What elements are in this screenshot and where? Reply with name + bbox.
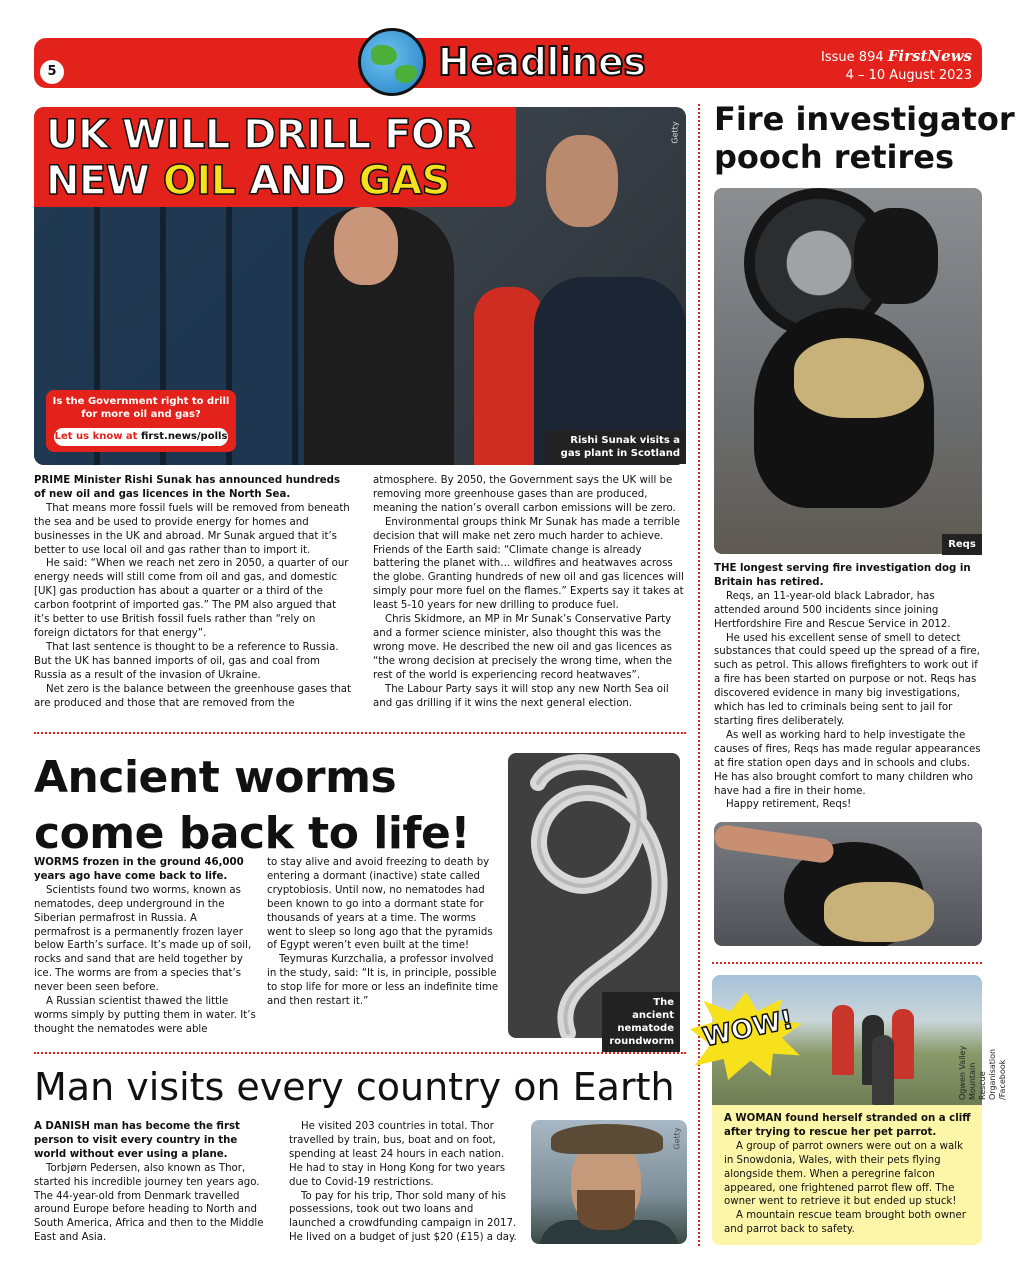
- paragraph: To pay for his trip, Thor sold many of his possessions, took out two loans and launched a crowdfunding campaign in 2017. He lived on a budget of just $20 (£15) a day.: [289, 1190, 517, 1244]
- photo-credit: Getty: [670, 121, 680, 144]
- paragraph: Scientists found two worms, known as nematodes, deep underground in the Siberian permafrost in Russia. A permafrost is a permanently frozen layer below Earth’s surface. It’s made up of soil, rocks and sand that are held together by ice. The worms are from a species that’s never been seen before.: [34, 884, 252, 994]
- issue-info: [821, 47, 972, 85]
- photo-caption: Reqs: [942, 534, 982, 555]
- headline-word: NEW: [46, 158, 163, 204]
- paragraph: PRIME Minister Rishi Sunak has announced hundreds of new oil and gas licences in the North Sea.: [34, 475, 341, 500]
- paragraph: THE longest serving fire investigation dog in Britain has retired.: [714, 563, 971, 588]
- paragraph: Torbjørn Pedersen, also known as Thor, started his incredible journey ten years ago. The 44-year-old from Denmark travelled around Europe before heading to North and South America, Africa and then to the Middle East and Asia.: [34, 1162, 264, 1244]
- thor-photo: [531, 1120, 687, 1244]
- thor-headline: Man visits every country on Earth: [34, 1065, 675, 1109]
- brand-logo: FirstNews: [887, 47, 972, 65]
- thor-story-col-2: [289, 1120, 521, 1245]
- photo-caption: The ancient nematode roundworm: [602, 992, 680, 1052]
- poll-link[interactable]: [54, 428, 228, 446]
- poll-link-prefix: Let us know at: [54, 431, 141, 442]
- paragraph: He used his excellent sense of smell to detect substances that could speed up the spread of a fire, such as petrol. This allows firefighters to work out if a fire has been started on purpose or not. Reqs has discovered evidence in many big investigations, which has led to criminals being sent to jail for starting fires deliberately.: [714, 632, 980, 727]
- paragraph: Reqs, an 11-year-old black Labrador, has attended around 500 incidents since joining Hertfordshire Fire and Rescue Service in 2012.: [714, 590, 951, 630]
- paragraph: A WOMAN found herself stranded on a cliff after trying to rescue her pet parrot.: [724, 1113, 971, 1138]
- headline-line-1: UK WILL DRILL FOR: [46, 112, 475, 158]
- column-divider: [698, 104, 700, 1246]
- divider: [34, 1052, 686, 1054]
- paragraph: Teymuras Kurzchalia, a professor involved in the study, said: “It is, in principle, possible to stop life for more or less an indefinite time and then restart it.”: [267, 954, 499, 1008]
- headline-line-2: come back to life!: [34, 808, 470, 859]
- headline-line-2: [46, 158, 475, 204]
- main-story-col-1: [34, 474, 354, 710]
- paragraph: He said: “When we reach net zero in 2050, a quarter of our energy needs will still come from oil and gas, and domestic [UK] gas production has about a quarter or a third of the carbon footprint of imported gas.” The PM also argued that it’s better to use British fossil fuels rather than “rely on foreign dictators for that energy”.: [34, 558, 349, 639]
- globe-icon: [358, 28, 426, 96]
- page-number: 5: [40, 60, 64, 84]
- paragraph: That means more fossil fuels will be removed from beneath the sea and be used to provide energy for homes and businesses in the UK and abroad. Mr Sunak argued that it’s better to use local oil and gas rather than to import it.: [34, 502, 350, 556]
- paragraph: A DANISH man has become the first person to visit every country in the world without ever using a plane.: [34, 1121, 240, 1160]
- paragraph: A group of parrot owners were out on a walk in Snowdonia, Wales, with their pets flying alongside them. When a peregrine falcon appeared, one frightened parrot flew off. The owner went to retrieve it but ended up stuck!: [724, 1140, 963, 1208]
- poll-link-url[interactable]: first.news/polls: [140, 431, 228, 442]
- headline-word-oil: OIL: [162, 158, 236, 204]
- parrot-story-text: [724, 1112, 974, 1237]
- worms-headline: [34, 750, 470, 862]
- section-title: Headlines: [438, 40, 646, 84]
- headline-word-gas: GAS: [358, 158, 450, 204]
- paragraph: atmosphere. By 2050, the Government says the UK will be removing more greenhouse gases than are produced, meaning the nation’s overall carbon emissions will be zero.: [373, 475, 676, 514]
- main-headline: [46, 112, 475, 204]
- headline-line-1: Fire investigator: [714, 100, 1015, 138]
- photo-credit: Ogwen Valley Mountain Rescue Organisation /Facebook: [958, 1045, 1007, 1100]
- worms-story-col-2: [267, 856, 499, 1009]
- dog-headline: [714, 100, 1015, 176]
- paragraph: A mountain rescue team brought both owner and parrot back to safety.: [724, 1210, 966, 1236]
- wow-badge: WOW!: [700, 1004, 796, 1054]
- headline-line-2: pooch retires: [714, 138, 955, 176]
- paragraph: That last sentence is thought to be a reference to Russia. But the UK has banned imports of oil, gas and coal from Russia as a result of the invasion of Ukraine.: [34, 641, 339, 681]
- paragraph: Environmental groups think Mr Sunak has made a terrible decision that will make net zero much harder to achieve. Friends of the Earth said: “Climate change is already battering the planet with… wildfires and heatwaves across the globe. Granting hundreds of new oil and gas licences will simply pour more fuel on the flames.” Experts say it takes at least 5-10 years for new drilling to produce fuel.: [373, 516, 684, 612]
- reqs-dog-photo: [714, 188, 982, 554]
- paragraph: As well as working hard to help investigate the causes of fires, Reqs has made regular appearances at fire station open days and in schools and clubs. He has also brought comfort to many children who have had a fire in their home.: [714, 729, 981, 797]
- paragraph: The Labour Party says it will stop any new North Sea oil and gas drilling if it wins the next general election.: [373, 683, 669, 709]
- paragraph: A Russian scientist thawed the little worms simply by putting them in water. It’s thought the nematodes were able: [34, 996, 256, 1035]
- headline-word: AND: [235, 158, 359, 204]
- thor-story-col-1: [34, 1120, 270, 1245]
- issue-number: Issue 894: [821, 50, 884, 65]
- paragraph: Chris Skidmore, an MP in Mr Sunak’s Conservative Party and a former science minister, also thought this was the wrong move. He described the new oil and gas licences as “the wrong decision at precisely the wrong time, when the rest of the world is experiencing record heatwaves”.: [373, 614, 673, 681]
- paragraph: to stay alive and avoid freezing to death by entering a dormant (inactive) state called cryptobiosis. Until now, no nematodes had been known to go into a dormant state for thousands of years at a time. The worms went to sleep so long ago that the pyramids of Egypt weren’t even built at the time!: [267, 857, 493, 952]
- issue-date: 4 – 10 August 2023: [845, 68, 972, 83]
- poll-question: Is the Government right to drill for more oil and gas?: [52, 396, 230, 420]
- worms-story-col-1: [34, 856, 256, 1037]
- main-story-col-2: [373, 474, 686, 710]
- headline-line-1: Ancient worms: [34, 752, 397, 803]
- divider: [34, 732, 686, 734]
- paragraph: Net zero is the balance between the greenhouse gases that are produced and those that are removed from the: [34, 683, 352, 709]
- paragraph: Happy retirement, Reqs!: [726, 799, 852, 811]
- dog-story-text: [714, 562, 982, 812]
- paragraph: WORMS frozen in the ground 46,000 years ago have come back to life.: [34, 857, 244, 882]
- photo-caption: Rishi Sunak visits a gas plant in Scotland: [546, 430, 686, 464]
- paragraph: He visited 203 countries in total. Thor travelled by train, bus, boat and on foot, spending at least 24 hours in each nation. He had to stay in Hong Kong for two years due to Covid-19 restrictions.: [289, 1121, 506, 1188]
- divider: [712, 962, 982, 964]
- reqs-dog-photo-2: [714, 822, 982, 946]
- photo-credit: Getty: [672, 1127, 682, 1150]
